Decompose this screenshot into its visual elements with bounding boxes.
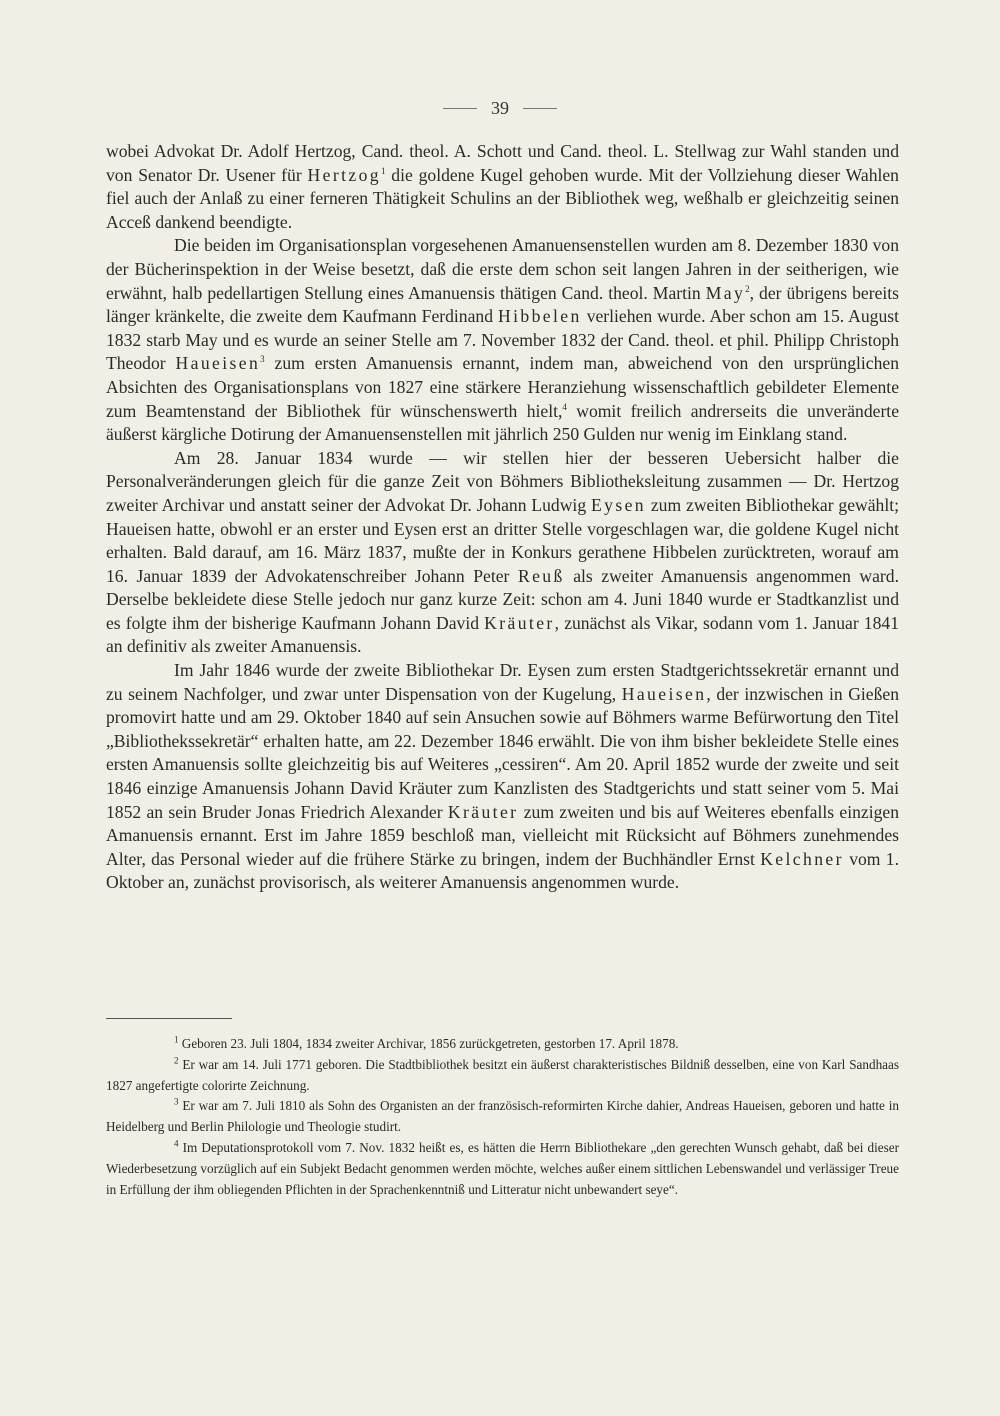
text-run: als zweiter Amanuensis angenommen ward. Derselbe bekleidete diese Stelle jedoch nur ganz kurze Zeit: schon am 4. Juni 1840 wurde er Stadtkanzlist und es folgte ihm der bisherige Kaufmann Johann David bbox=[106, 565, 899, 633]
footnote-reference: 2 bbox=[745, 283, 750, 294]
footnote-marker: 1 bbox=[174, 1034, 179, 1045]
footnote-text: Er war am 14. Juli 1771 geboren. Die Stadtbibliothek besitzt ein äußerst charakteristisches Bildniß desselben, eine von Karl Sandhaas 1827 angefertigte colorirte Zeichnung. bbox=[106, 1056, 900, 1093]
spaced-name: Hertzog bbox=[307, 164, 381, 185]
text-run: zum zweiten und bis auf Weiteres ebenfalls einzigen Amanuensis ernannt. Erst im Jahre 1859 beschloß man, vielleicht mit Rücksicht auf Böhmers zunehmendes Alter, das Personal wieder auf die frühere Stärke zu bringen, indem der Buchhändler Ernst bbox=[106, 801, 899, 869]
spaced-name: Kräuter bbox=[447, 801, 519, 822]
text-run: zum ersten Amanuensis ernannt, indem man, abweichend von den ursprünglichen Absichten des Organisationsplans von 1827 eine stärkere Heranziehung wissenschaftlich gebildeter Elemente zum Beamtenstand der Bibliothek für wünschenswerth hielt, bbox=[106, 353, 899, 421]
text-run: vom 1. Oktober an, zunächst provisorisch, als weiterer Amanuensis angenommen wurde. bbox=[106, 848, 899, 893]
footnote-marker: 3 bbox=[174, 1097, 179, 1107]
text-run: Die beiden im Organisationsplan vorgesehenen Amanuensenstellen wurden am 8. Dezember 1830 von der Bücherinspektion in der Weise besetzt, daß die erste dem schon seit langen Jahren in der seitherigen, wie erwähnt, halb pedellartigen Stellung eines Amanuensis thätigen Cand. theol. Martin bbox=[106, 235, 899, 303]
paragraph-3 bbox=[106, 447, 899, 659]
footnote-text: Er war am 7. Juli 1810 als Sohn des Organisten an der französisch-reformirten Kirche dahier, Andreas Haueisen, geboren und hatte in Heidelberg und Berlin Philologie und Theologie studirt. bbox=[106, 1098, 900, 1135]
text-run: Am 28. Januar 1834 wurde — wir stellen hier der besseren Uebersicht halber die Personalveränderungen gleich für die ganze Zeit von Böhmers Bibliotheksleitung zusammen — Dr. Hertzog zweiter Archivar und anstatt seiner der Advokat Dr. Johann Ludwig bbox=[106, 447, 899, 515]
paragraph-1 bbox=[106, 140, 899, 234]
header-dash-right bbox=[523, 108, 557, 109]
footnote-separator bbox=[106, 1018, 232, 1019]
footnote-text: Geboren 23. Juli 1804, 1834 zweiter Archivar, 1856 zurückgetreten, gestorben 17. April 1878. bbox=[181, 1036, 679, 1051]
footnotes bbox=[106, 1034, 899, 1200]
page-number: 39 bbox=[491, 98, 509, 118]
footnote-reference: 1 bbox=[380, 165, 386, 176]
text-run: , zunächst als Vikar, sodann vom 1. Januar 1841 an definitiv als zweiter Amanuensis. bbox=[106, 612, 899, 657]
spaced-name: Haueisen bbox=[621, 683, 707, 704]
footnote-reference: 3 bbox=[260, 354, 265, 365]
paragraph-4 bbox=[106, 659, 899, 895]
body-text bbox=[106, 140, 899, 895]
footnote bbox=[106, 1055, 899, 1097]
spaced-name: Eysen bbox=[591, 494, 646, 515]
spaced-name: Haueisen bbox=[175, 353, 261, 374]
text-run: zum zweiten Bibliothekar gewählt; Haueisen hatte, obwohl er an erster und Eysen erst an dritter Stelle vorgeschlagen war, die goldene Kugel nicht erhalten. Bald darauf, am 16. März 1837, mußte der in Konkurs gerathene Hibbelen zurücktreten, worauf am 16. Januar 1839 der Advokatenschreiber Johann Peter bbox=[106, 494, 900, 586]
footnote bbox=[106, 1096, 899, 1138]
footnote-reference: 4 bbox=[562, 401, 567, 412]
page-header bbox=[0, 98, 1000, 119]
footnote-text: Im Deputationsprotokoll vom 7. Nov. 1832 heißt es, es hätten die Herrn Bibliothekare „den gerechten Wunsch gehabt, daß bei dieser Wiederbesetzung vorzüglich auf ein Subjekt Bedacht genommen werden möchte, welches außer einem sittlichen Lebenswandel und verlässiger Treue in Erfüllung der ihm obliegenden Pflichten in der Sprachenkenntniß und Litteratur nicht unbewandert seye“. bbox=[106, 1139, 899, 1197]
header-dash-left bbox=[443, 108, 477, 109]
spaced-name: Kelchner bbox=[760, 848, 844, 869]
spaced-name: Hibbelen bbox=[498, 306, 582, 327]
text-run: Im Jahr 1846 wurde der zweite Bibliothekar Dr. Eysen zum ersten Stadtgerichtssekretär ernannt und zu seinem Nachfolger, und zwar unter Dispensation von der Kugelung, bbox=[106, 660, 899, 704]
footnote bbox=[106, 1034, 899, 1055]
text-run: , der inzwischen in Gießen promovirt hatte und am 29. Oktober 1840 auf sein Ansuchen sowie auf Böhmers warme Befürwortung den Titel „Bibliothekssekretär“ erhalten hatte, am 22. Dezember 1846 erwählt. Die von ihm bisher bekleidete Stelle eines ersten Amanuensis sollte gleichzeitig bis auf Weiteres „cessiren“. Am 20. April 1852 wurde der zweite und seit 1846 einzige Amanuensis Johann David Kräuter zum Kanzlisten des Stadtgerichts und statt seiner vom 5. Mai 1852 an sein Bruder Jonas Friedrich Alexander bbox=[106, 683, 899, 822]
text-run: wobei Advokat Dr. Adolf Hertzog, Cand. theol. A. Schott und Cand. theol. L. Stellwag zur Wahl standen und von Senator Dr. Usener für bbox=[106, 141, 899, 185]
spaced-name: Kräuter bbox=[484, 612, 555, 633]
spaced-name: Reuß bbox=[517, 565, 565, 586]
footnote-marker: 2 bbox=[174, 1055, 179, 1066]
text-run: verliehen wurde. Aber schon am 15. August 1832 starb May und es wurde an seiner Stelle am 7. November 1832 der Cand. theol. et phil. Philipp Christoph Theodor bbox=[106, 306, 900, 374]
paragraph-2 bbox=[106, 234, 899, 446]
footnote bbox=[106, 1138, 899, 1200]
text-run: womit freilich andrerseits die unveränderte äußerst kärgliche Dotirung der Amanuensenstellen mit jährlich 250 Gulden nur wenig im Einklang stand. bbox=[106, 400, 900, 445]
spaced-name: May bbox=[705, 282, 746, 303]
text-run: die goldene Kugel gehoben wurde. Mit der Vollziehung dieser Wahlen fiel auch der Anlaß zu einer ferneren Thätigkeit Schulins an der Bibliothek weg, weßhalb er gleichzeitig seinen Acceß dankend beendigte. bbox=[106, 164, 899, 232]
text-run: , der übrigens bereits länger kränkelte, die zweite dem Kaufmann Ferdinand bbox=[106, 282, 899, 327]
footnote-marker: 4 bbox=[174, 1138, 179, 1149]
